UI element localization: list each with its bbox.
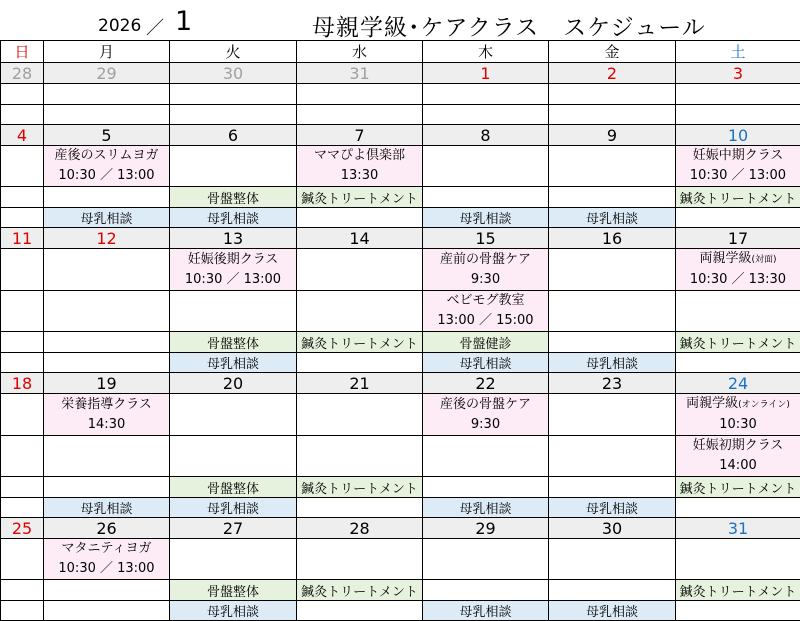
empty-cell bbox=[423, 146, 549, 187]
event-name: 鍼灸トリートメント bbox=[680, 337, 797, 352]
empty-cell bbox=[676, 84, 800, 105]
day-number: 14 bbox=[297, 228, 423, 249]
empty-cell bbox=[297, 105, 423, 125]
event-slot-row bbox=[1, 84, 800, 105]
event-name: 両親学級(オンライン) bbox=[676, 394, 800, 415]
day-number: 5 bbox=[44, 125, 170, 146]
event-time: 9:30 bbox=[423, 270, 548, 290]
event-time: 14:00 bbox=[676, 456, 800, 476]
day-number: 22 bbox=[423, 373, 549, 394]
empty-cell bbox=[44, 436, 170, 477]
day-number: 28 bbox=[297, 518, 423, 539]
event-time: 10:30 bbox=[676, 415, 800, 435]
empty-cell bbox=[1, 601, 44, 621]
event-cell[interactable] bbox=[297, 580, 423, 601]
empty-cell bbox=[170, 539, 297, 580]
empty-cell bbox=[549, 249, 676, 291]
event-cell[interactable] bbox=[170, 208, 297, 228]
event-time: 10:30 ／ 13:00 bbox=[44, 166, 169, 186]
event-name: 妊娠初期クラス bbox=[676, 436, 800, 456]
event-cell[interactable] bbox=[676, 580, 800, 601]
empty-cell bbox=[44, 84, 170, 105]
event-cell[interactable] bbox=[44, 498, 170, 518]
empty-cell bbox=[549, 146, 676, 187]
calendar-body bbox=[1, 41, 800, 621]
empty-cell bbox=[1, 353, 44, 373]
empty-cell bbox=[297, 394, 423, 436]
empty-cell bbox=[44, 332, 170, 353]
empty-cell bbox=[297, 601, 423, 621]
event-cell[interactable] bbox=[676, 332, 800, 353]
empty-cell bbox=[676, 539, 800, 580]
empty-cell bbox=[297, 436, 423, 477]
empty-cell bbox=[1, 539, 44, 580]
empty-cell bbox=[676, 208, 800, 228]
event-cell[interactable] bbox=[423, 394, 549, 436]
day-number: 9 bbox=[549, 125, 676, 146]
date-row bbox=[1, 125, 800, 146]
empty-cell bbox=[1, 436, 44, 477]
day-number: 12 bbox=[44, 228, 170, 249]
empty-cell bbox=[1, 394, 44, 436]
day-number: 13 bbox=[170, 228, 297, 249]
day-number: 10 bbox=[676, 125, 800, 146]
day-number: 28 bbox=[1, 63, 44, 84]
day-number: 27 bbox=[170, 518, 297, 539]
event-cell[interactable] bbox=[170, 249, 297, 291]
event-time: 10:30 ／ 13:00 bbox=[676, 166, 800, 186]
event-cell[interactable] bbox=[676, 394, 800, 436]
event-cell[interactable] bbox=[676, 146, 800, 187]
empty-cell bbox=[297, 84, 423, 105]
day-number: 23 bbox=[549, 373, 676, 394]
empty-cell bbox=[297, 208, 423, 228]
event-name: 両親学級(対面) bbox=[676, 249, 800, 270]
month-label: 1 bbox=[175, 6, 192, 37]
event-cell[interactable] bbox=[423, 249, 549, 291]
event-cell[interactable] bbox=[170, 580, 297, 601]
empty-cell bbox=[170, 394, 297, 436]
event-cell[interactable] bbox=[423, 208, 549, 228]
empty-cell bbox=[676, 601, 800, 621]
calendar-header bbox=[0, 0, 800, 40]
event-name: 母乳相談 bbox=[459, 357, 511, 372]
event-name: 鍼灸トリートメント bbox=[301, 337, 418, 352]
empty-cell bbox=[44, 580, 170, 601]
empty-cell bbox=[44, 477, 170, 498]
empty-cell bbox=[44, 291, 170, 332]
event-name: 母乳相談 bbox=[586, 502, 638, 517]
event-time: 10:30 ／ 13:00 bbox=[44, 559, 169, 579]
empty-cell bbox=[170, 291, 297, 332]
empty-cell bbox=[1, 208, 44, 228]
event-format-note: (対面) bbox=[751, 255, 776, 265]
event-name: 母乳相談 bbox=[207, 212, 259, 227]
event-name: 母乳相談 bbox=[586, 605, 638, 620]
event-slot-row bbox=[1, 436, 800, 477]
event-cell[interactable] bbox=[297, 146, 423, 187]
event-name: 母乳相談 bbox=[586, 357, 638, 372]
event-slot-row bbox=[1, 208, 800, 228]
event-slot-row bbox=[1, 477, 800, 498]
event-name: 骨盤健診 bbox=[459, 337, 511, 352]
empty-cell bbox=[676, 105, 800, 125]
event-cell[interactable] bbox=[549, 353, 676, 373]
event-cell[interactable] bbox=[423, 332, 549, 353]
event-name: 妊娠中期クラス bbox=[676, 146, 800, 166]
empty-cell bbox=[297, 249, 423, 291]
day-number: 29 bbox=[423, 518, 549, 539]
event-time: 10:30 ／ 13:30 bbox=[676, 270, 800, 290]
event-cell[interactable] bbox=[676, 436, 800, 477]
empty-cell bbox=[297, 291, 423, 332]
empty-cell bbox=[549, 105, 676, 125]
day-number: 20 bbox=[170, 373, 297, 394]
event-slot-row bbox=[1, 291, 800, 332]
event-name: 妊娠後期クラス bbox=[170, 250, 296, 270]
date-row bbox=[1, 228, 800, 249]
day-number: 11 bbox=[1, 228, 44, 249]
event-name: 骨盤整体 bbox=[207, 192, 259, 207]
date-row bbox=[1, 63, 800, 84]
event-name: ベビモグ教室 bbox=[423, 291, 548, 311]
event-name: 母乳相談 bbox=[459, 605, 511, 620]
empty-cell bbox=[44, 353, 170, 373]
event-cell[interactable] bbox=[297, 187, 423, 208]
empty-cell bbox=[1, 291, 44, 332]
empty-cell bbox=[549, 539, 676, 580]
event-name: 栄養指導クラス bbox=[44, 395, 169, 415]
event-time: 10:30 ／ 13:00 bbox=[170, 270, 296, 290]
event-time: 9:30 bbox=[423, 415, 548, 435]
empty-cell bbox=[423, 477, 549, 498]
weekday-fri: 金 bbox=[549, 41, 676, 63]
empty-cell bbox=[1, 84, 44, 105]
event-name: 鍼灸トリートメント bbox=[680, 482, 797, 497]
empty-cell bbox=[549, 477, 676, 498]
event-slot-row bbox=[1, 539, 800, 580]
event-name: 母乳相談 bbox=[80, 502, 132, 517]
event-slot-row bbox=[1, 146, 800, 187]
empty-cell bbox=[549, 394, 676, 436]
event-cell[interactable] bbox=[44, 394, 170, 436]
day-number: 8 bbox=[423, 125, 549, 146]
event-cell[interactable] bbox=[170, 498, 297, 518]
event-name: ママぴよ倶楽部 bbox=[297, 146, 422, 166]
day-number: 18 bbox=[1, 373, 44, 394]
empty-cell bbox=[1, 332, 44, 353]
day-number: 30 bbox=[170, 63, 297, 84]
event-name: 母乳相談 bbox=[207, 502, 259, 517]
event-name: 母乳相談 bbox=[459, 212, 511, 227]
event-slot-row bbox=[1, 394, 800, 436]
day-number: 31 bbox=[676, 518, 800, 539]
event-name: 鍼灸トリートメント bbox=[301, 482, 418, 497]
day-number: 31 bbox=[297, 63, 423, 84]
event-time: 14:30 bbox=[44, 415, 169, 435]
empty-cell bbox=[1, 105, 44, 125]
event-format-note: (オンライン) bbox=[738, 400, 790, 410]
event-name: 母乳相談 bbox=[80, 212, 132, 227]
year-label: 2026 bbox=[98, 16, 141, 36]
day-number: 19 bbox=[44, 373, 170, 394]
day-number: 2 bbox=[549, 63, 676, 84]
empty-cell bbox=[676, 498, 800, 518]
event-cell[interactable] bbox=[423, 291, 549, 332]
event-cell[interactable] bbox=[676, 477, 800, 498]
event-slot-row bbox=[1, 249, 800, 291]
empty-cell bbox=[423, 580, 549, 601]
empty-cell bbox=[170, 105, 297, 125]
event-name: マタニティヨガ bbox=[44, 539, 169, 559]
day-number: 3 bbox=[676, 63, 800, 84]
event-name: 産前の骨盤ケア bbox=[423, 250, 548, 270]
day-number: 15 bbox=[423, 228, 549, 249]
empty-cell bbox=[1, 477, 44, 498]
event-cell[interactable] bbox=[44, 539, 170, 580]
day-number: 17 bbox=[676, 228, 800, 249]
event-cell[interactable] bbox=[170, 353, 297, 373]
event-name: 鍼灸トリートメント bbox=[301, 192, 418, 207]
weekday-mon: 月 bbox=[44, 41, 170, 63]
date-row bbox=[1, 373, 800, 394]
empty-cell bbox=[170, 436, 297, 477]
day-number: 4 bbox=[1, 125, 44, 146]
empty-cell bbox=[170, 146, 297, 187]
event-slot-row bbox=[1, 601, 800, 621]
day-number: 26 bbox=[44, 518, 170, 539]
day-number: 30 bbox=[549, 518, 676, 539]
empty-cell bbox=[1, 146, 44, 187]
weekday-sun: 日 bbox=[1, 41, 44, 63]
event-slot-row bbox=[1, 105, 800, 125]
event-cell[interactable] bbox=[297, 332, 423, 353]
empty-cell bbox=[549, 187, 676, 208]
day-number: 1 bbox=[423, 63, 549, 84]
empty-cell bbox=[676, 353, 800, 373]
empty-cell bbox=[44, 187, 170, 208]
weekday-tue: 火 bbox=[170, 41, 297, 63]
event-cell[interactable] bbox=[170, 187, 297, 208]
event-name: 鍼灸トリートメント bbox=[680, 585, 797, 600]
weekday-sat: 土 bbox=[676, 41, 800, 63]
event-name: 母乳相談 bbox=[586, 212, 638, 227]
day-number: 25 bbox=[1, 518, 44, 539]
empty-cell bbox=[297, 539, 423, 580]
event-name: 骨盤整体 bbox=[207, 482, 259, 497]
date-row bbox=[1, 518, 800, 539]
event-slot-row bbox=[1, 498, 800, 518]
empty-cell bbox=[1, 580, 44, 601]
empty-cell bbox=[297, 498, 423, 518]
event-name: 鍼灸トリートメント bbox=[680, 192, 797, 207]
day-number: 16 bbox=[549, 228, 676, 249]
year-month-separator: ／ bbox=[146, 14, 164, 40]
event-cell[interactable] bbox=[676, 187, 800, 208]
empty-cell bbox=[423, 539, 549, 580]
event-cell[interactable] bbox=[549, 601, 676, 621]
empty-cell bbox=[549, 436, 676, 477]
event-slot-row bbox=[1, 332, 800, 353]
event-name: 母乳相談 bbox=[459, 502, 511, 517]
calendar-grid bbox=[0, 40, 800, 600]
empty-cell bbox=[1, 249, 44, 291]
empty-cell bbox=[1, 498, 44, 518]
event-name: 産後の骨盤ケア bbox=[423, 395, 548, 415]
event-cell[interactable] bbox=[423, 353, 549, 373]
schedule-title: 母親学級･ケアクラス スケジュール bbox=[312, 9, 706, 42]
event-name: 骨盤整体 bbox=[207, 585, 259, 600]
calendar-table bbox=[0, 40, 800, 621]
event-cell[interactable] bbox=[44, 208, 170, 228]
weekday-thu: 木 bbox=[423, 41, 549, 63]
empty-cell bbox=[676, 291, 800, 332]
empty-cell bbox=[549, 332, 676, 353]
empty-cell bbox=[44, 601, 170, 621]
event-name: 骨盤整体 bbox=[207, 337, 259, 352]
event-slot-row bbox=[1, 187, 800, 208]
event-cell[interactable] bbox=[423, 498, 549, 518]
empty-cell bbox=[297, 353, 423, 373]
empty-cell bbox=[44, 249, 170, 291]
event-cell[interactable] bbox=[170, 477, 297, 498]
empty-cell bbox=[423, 187, 549, 208]
empty-cell bbox=[423, 436, 549, 477]
day-number: 7 bbox=[297, 125, 423, 146]
event-name: 産後のスリムヨガ bbox=[44, 146, 169, 166]
empty-cell bbox=[549, 580, 676, 601]
event-slot-row bbox=[1, 353, 800, 373]
empty-cell bbox=[44, 105, 170, 125]
weekday-header-row bbox=[1, 41, 800, 63]
event-cell[interactable] bbox=[549, 498, 676, 518]
weekday-wed: 水 bbox=[297, 41, 423, 63]
event-cell[interactable] bbox=[297, 477, 423, 498]
event-cell[interactable] bbox=[676, 249, 800, 291]
day-number: 29 bbox=[44, 63, 170, 84]
event-time: 13:00 ／ 15:00 bbox=[423, 311, 548, 331]
event-cell[interactable] bbox=[423, 601, 549, 621]
empty-cell bbox=[549, 291, 676, 332]
event-name: 母乳相談 bbox=[207, 357, 259, 372]
day-number: 21 bbox=[297, 373, 423, 394]
event-cell[interactable] bbox=[170, 601, 297, 621]
empty-cell bbox=[170, 84, 297, 105]
day-number: 24 bbox=[676, 373, 800, 394]
day-number: 6 bbox=[170, 125, 297, 146]
event-cell[interactable] bbox=[549, 208, 676, 228]
empty-cell bbox=[1, 187, 44, 208]
event-name: 母乳相談 bbox=[207, 605, 259, 620]
empty-cell bbox=[423, 84, 549, 105]
event-cell[interactable] bbox=[44, 146, 170, 187]
event-cell[interactable] bbox=[170, 332, 297, 353]
empty-cell bbox=[423, 105, 549, 125]
empty-cell bbox=[549, 84, 676, 105]
event-time: 13:30 bbox=[297, 166, 422, 186]
event-slot-row bbox=[1, 580, 800, 601]
event-name: 鍼灸トリートメント bbox=[301, 585, 418, 600]
